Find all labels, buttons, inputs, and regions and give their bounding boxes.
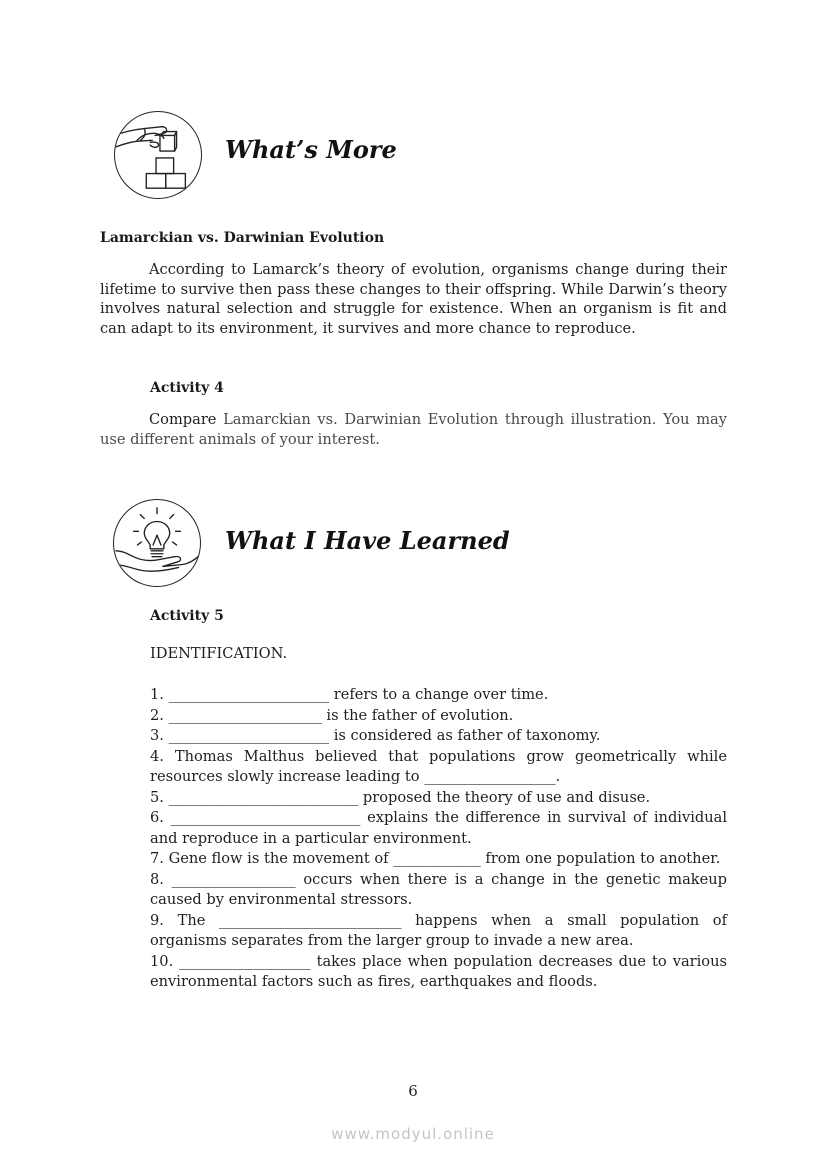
lamarck-paragraph <box>100 260 727 338</box>
identification-item-9: 9. The _________________________ happens when a small population of organisms separates from the larger group to invade a new area. <box>150 911 727 949</box>
lamarck-heading: Lamarckian vs. Darwinian Evolution <box>100 230 385 246</box>
page-number: 6 <box>408 1082 418 1100</box>
identification-label: IDENTIFICATION. <box>150 645 288 662</box>
identification-item-6: 6. __________________________ explains the difference in survival of individual and reproduce in a particular environment. <box>150 809 727 847</box>
identification-item-2: 2. _____________________ is the father of evolution. <box>150 706 514 724</box>
identification-item-5: 5. __________________________ proposed the theory of use and disuse. <box>150 788 651 806</box>
activity4-instruction-text: Lamarckian vs. Darwinian Evolution through illustration. You may use different animals of your interest. <box>100 411 727 448</box>
watermark: www.modyul.online <box>331 1125 495 1143</box>
identification-item-4: 4. Thomas Malthus believed that populations grow geometrically while resources slowly increase leading to __________________. <box>150 747 727 785</box>
activity5-heading: Activity 5 <box>150 608 224 624</box>
activity4-instruction <box>100 410 727 449</box>
identification-item-7: 7. Gene flow is the movement of ____________ from one population to another. <box>150 850 721 867</box>
identification-item-1: 1. ______________________ refers to a change over time. <box>150 686 549 703</box>
activity4-lead: Compare <box>149 411 217 428</box>
lightbulb-in-hand-icon <box>113 499 201 587</box>
lamarck-paragraph-text: According to Lamarck’s theory of evolution, organisms change during their lifetime to survive then pass these changes to their offspring. While Darwin’s theory involves natural selection and struggle for existence. When an organism is fit and can adapt to its environment, it survives and more chance to reproduce. <box>100 261 727 337</box>
hand-stacking-blocks-icon <box>114 111 202 199</box>
section-title-whats-more: What’s More <box>225 135 397 164</box>
identification-item-8: 8. _________________ occurs when there is a change in the genetic makeup caused by environmental stressors. <box>150 870 727 908</box>
identification-item-10: 10. __________________ takes place when population decreases due to various environmental factors such as fires, earthquakes and floods. <box>150 952 727 990</box>
section-title-what-i-have-learned: What I Have Learned <box>225 526 510 555</box>
identification-item-3: 3. ______________________ is considered as father of taxonomy. <box>150 727 601 744</box>
activity4-heading: Activity 4 <box>150 380 224 396</box>
